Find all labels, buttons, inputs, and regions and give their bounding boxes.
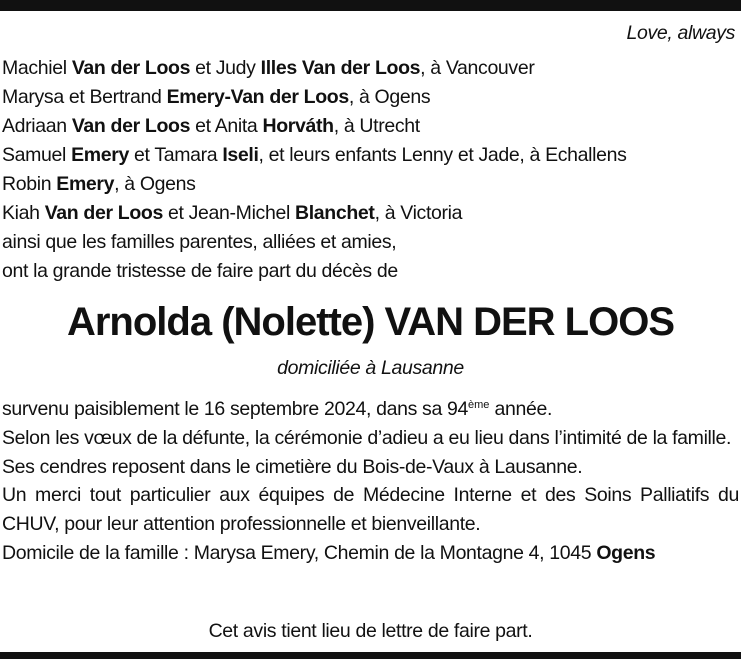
family-text: , à Victoria (374, 202, 463, 224)
family-surname: Horváth (262, 115, 334, 137)
ordinal-suffix: ème (468, 399, 490, 411)
family-surname: Blanchet (295, 202, 375, 224)
family-surname: Van der Loos (71, 57, 191, 79)
family-surname: Emery-Van der Loos (166, 86, 349, 108)
family-text: et Tamara (128, 144, 223, 166)
family-surname: Van der Loos (44, 202, 163, 224)
family-address-line (2, 539, 739, 568)
family-text: Adriaan (2, 115, 72, 137)
passing-line (2, 395, 739, 424)
family-text: , à Ogens (348, 86, 431, 108)
family-surname: Iseli (222, 144, 259, 166)
family-text: , à Ogens (114, 173, 196, 195)
thanks-paragraph: Un merci tout particulier aux équipes de Médecine Interne et des Soins Palliatifs du CHUV, pour leur attention professionnelle et bienveillante. (2, 484, 739, 536)
domicile-line: domiciliée à Lausanne (277, 357, 464, 379)
family-text: Marysa et Bertrand (2, 86, 167, 108)
family-text: , et leurs enfants Lenny et Jade, à Echallens (258, 144, 627, 166)
bottom-rule (0, 652, 741, 659)
top-rule (0, 0, 741, 11)
ashes-line: Ses cendres reposent dans le cimetière du Bois-de-Vaux à Lausanne. (2, 455, 583, 478)
family-text: et Anita (190, 115, 263, 137)
family-text: et Jean-Michel (162, 202, 295, 224)
family-text: Samuel (2, 144, 72, 166)
family-line (2, 83, 627, 112)
family-text: Machiel (2, 57, 72, 79)
family-surname: Emery (56, 173, 115, 195)
passing-text: survenu paisiblement le 16 septembre 2024, dans sa 94 (2, 398, 469, 420)
announcement-line: ont la grande tristesse de faire part du décès de (2, 260, 398, 282)
family-text: Robin (2, 173, 57, 195)
family-text: , à Utrecht (333, 115, 420, 137)
family-line (2, 54, 627, 83)
family-surname: Emery (71, 144, 129, 166)
ceremony-paragraph: Selon les vœux de la défunte, la cérémonie d’adieu a eu lieu dans l’intimité de la famille. (2, 426, 732, 449)
family-line (2, 199, 627, 228)
relatives-line: ainsi que les familles parentes, alliées et amies, (2, 231, 397, 253)
family-text: , à Vancouver (420, 57, 535, 79)
family-text: Kiah (2, 202, 45, 224)
passing-text-end: année. (489, 398, 553, 420)
closing-line: Cet avis tient lieu de lettre de faire part. (208, 620, 533, 642)
signoff: Love, always (626, 22, 735, 44)
family-line (2, 141, 627, 170)
deceased-name: Arnolda (Nolette) VAN DER LOOS (66, 300, 675, 344)
family-surname: Van der Loos (71, 115, 191, 137)
family-surname: Illes Van der Loos (260, 57, 421, 79)
family-text: et Judy (190, 57, 261, 79)
notice-body (2, 395, 739, 568)
family-line (2, 112, 627, 141)
family-line (2, 170, 627, 199)
family-address-text: Domicile de la famille : Marysa Emery, Chemin de la Montagne 4, 1045 (2, 541, 597, 564)
family-address-town: Ogens (596, 541, 656, 564)
family-list (2, 54, 627, 286)
